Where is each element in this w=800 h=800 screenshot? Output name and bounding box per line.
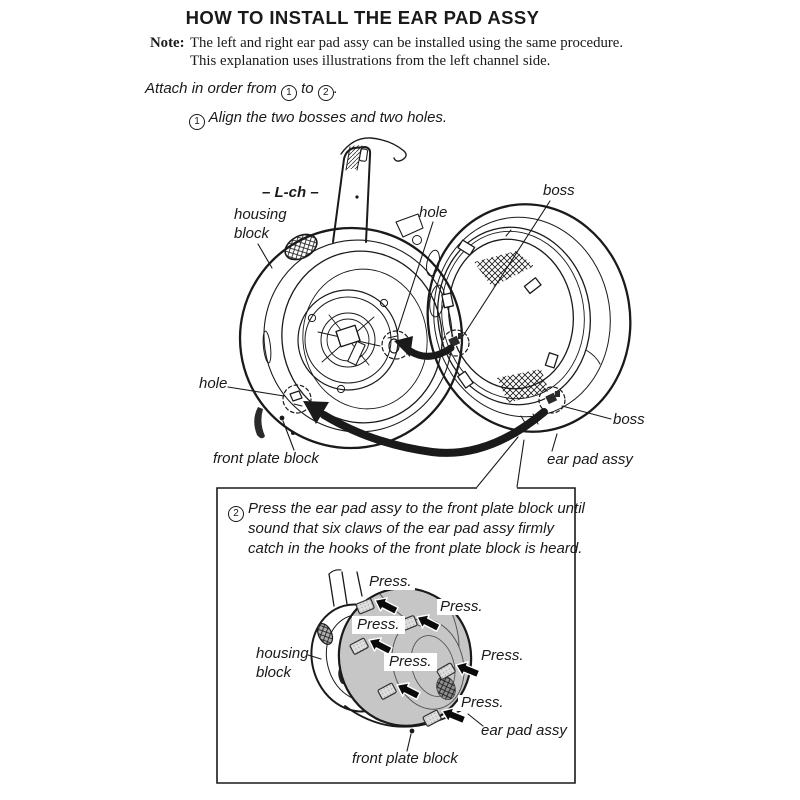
step1-circled-number: 1 xyxy=(189,114,205,130)
headband-strap xyxy=(333,138,406,242)
attach-period: . xyxy=(333,80,338,97)
press-label-2: Press. xyxy=(437,599,486,615)
page-title: HOW TO INSTALL THE EAR PAD ASSY xyxy=(185,7,540,28)
step2-circled-number: 2 xyxy=(228,506,244,522)
boss-top-label: boss xyxy=(543,182,575,199)
press-label-6: Press. xyxy=(458,695,507,711)
press-label-5: Press. xyxy=(478,648,527,664)
attach-order-line xyxy=(145,80,338,101)
ear-pad-ring-drawing xyxy=(411,190,646,447)
ear-pad-assy-label: ear pad assy xyxy=(547,451,633,468)
hole-top-label: hole xyxy=(419,204,448,221)
housing-block-label: housing block xyxy=(234,206,287,242)
front-plate-block-label: front plate block xyxy=(213,450,319,467)
housing-block-label-2: housing block xyxy=(256,645,309,681)
hole-left-label: hole xyxy=(199,375,228,392)
step2-line-2: sound that six claws of the ear pad assy firmly xyxy=(248,520,554,537)
note-label: Note: xyxy=(150,35,185,51)
attach-prefix: Attach in order from xyxy=(145,80,277,97)
step1-text: Align the two bosses and two holes. xyxy=(208,109,448,126)
press-label-3: Press. xyxy=(352,616,405,634)
press-label-1: Press. xyxy=(366,574,415,590)
boss-right-label: boss xyxy=(613,411,645,428)
front-plate-block-label-2: front plate block xyxy=(352,750,458,767)
circled-number-2: 2 xyxy=(318,85,334,101)
channel-label: – L-ch – xyxy=(262,184,319,201)
step2-circled-number-wrap xyxy=(228,501,244,522)
step2-line-1: Press the ear pad assy to the front plate block until xyxy=(248,500,585,517)
lower-boss-to-hole-arrow xyxy=(303,401,544,453)
step2-line-3: catch in the hooks of the front plate block is heard. xyxy=(248,540,583,557)
circled-number-1: 1 xyxy=(281,85,297,101)
attach-connector: to xyxy=(301,80,314,97)
ear-pad-assy-label-2: ear pad assy xyxy=(481,722,567,739)
note-line-1: The left and right ear pad assy can be installed using the same procedure. xyxy=(190,35,624,51)
press-label-4: Press. xyxy=(384,653,437,671)
step1-line xyxy=(189,109,447,130)
note-line-2: This explanation uses illustrations from the left channel side. xyxy=(190,53,551,69)
